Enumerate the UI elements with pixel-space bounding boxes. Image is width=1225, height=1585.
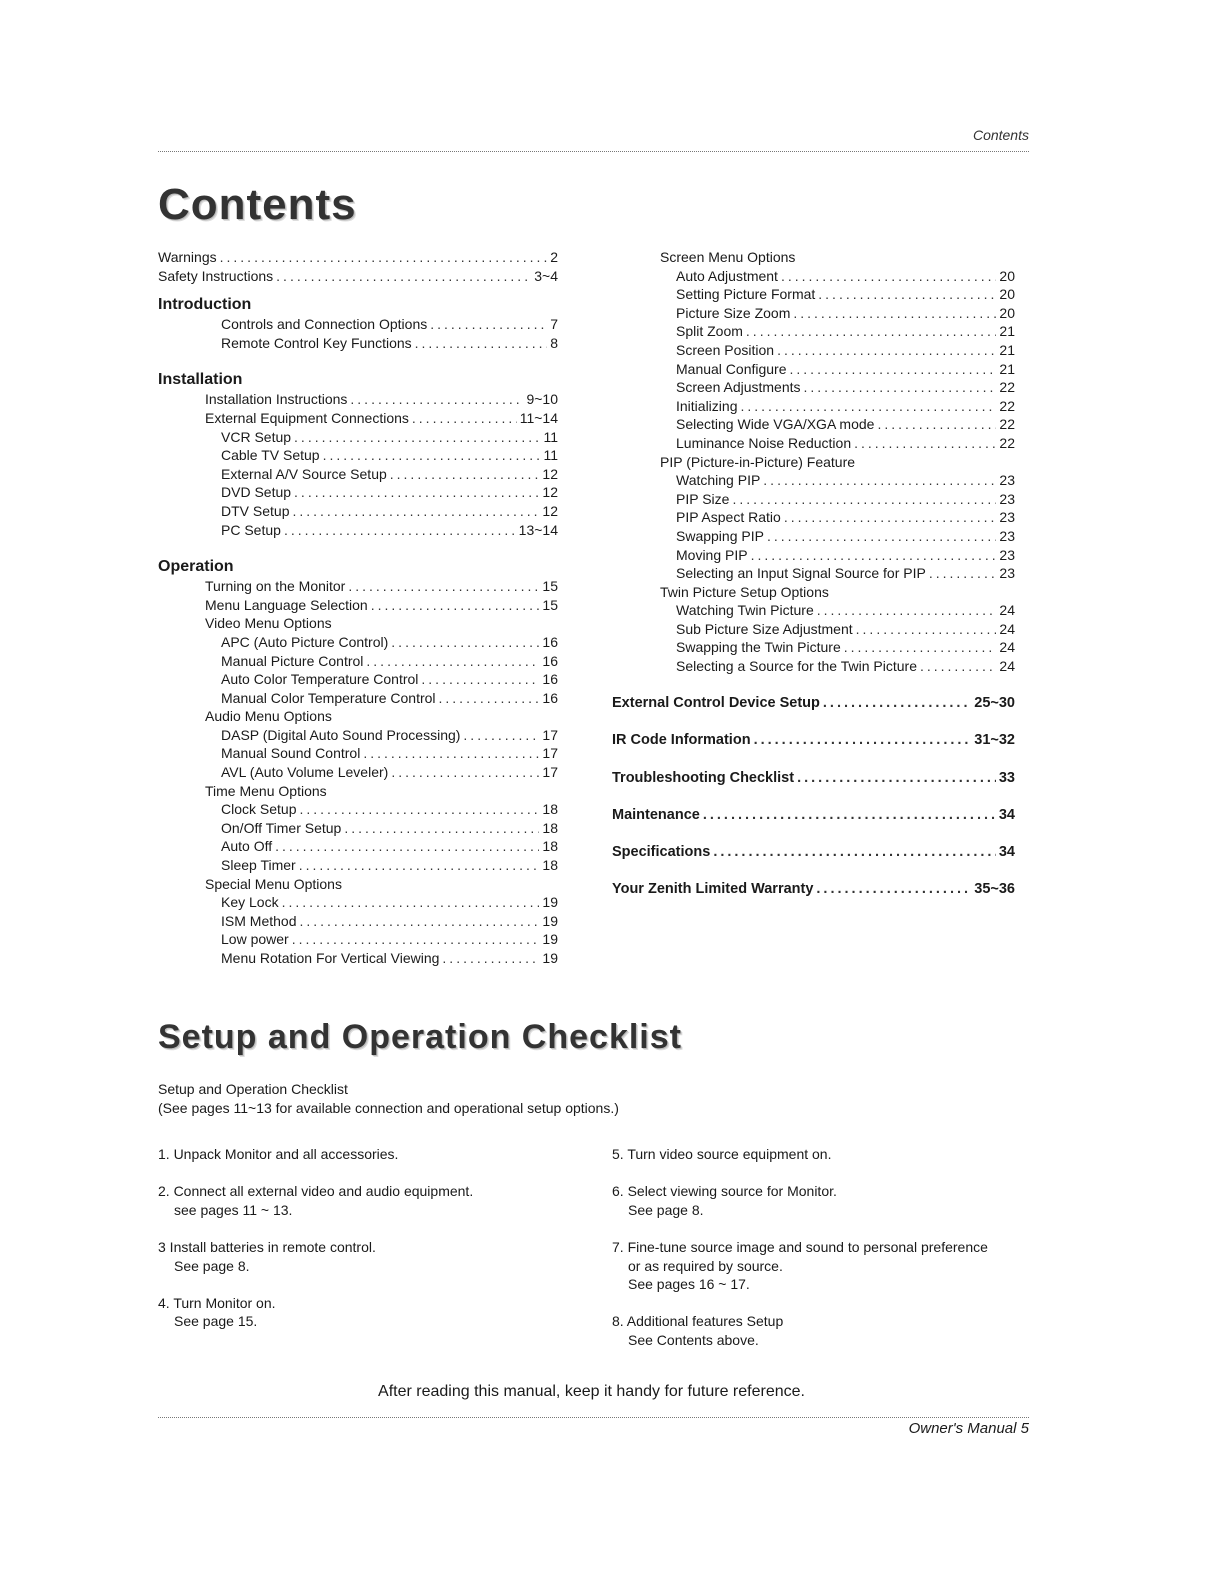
toc-entry-title: Key Lock (221, 894, 279, 911)
toc-entry (158, 670, 558, 689)
toc-leader-dots (818, 285, 996, 304)
toc-leader-dots (854, 434, 996, 453)
toc-leader-dots (292, 930, 540, 949)
toc-entry (158, 465, 558, 484)
toc-entry-title: Auto Color Temperature Control (221, 671, 419, 688)
toc-leader-dots (415, 334, 548, 353)
checklist-step-detail: See page 8. (628, 1201, 704, 1218)
toc-page-number: 19 (542, 912, 558, 929)
checklist-step (612, 1238, 1032, 1294)
toc-major-sections (612, 694, 1015, 899)
toc-entry (612, 657, 1015, 676)
toc-entry-title: DASP (Digital Auto Sound Processing) (221, 726, 461, 743)
toc-leader-dots (844, 638, 997, 657)
toc-entry-title: Safety Instructions (158, 267, 274, 284)
toc-entry-title: Auto Adjustment (676, 267, 778, 284)
toc-entry-title: Menu Language Selection (205, 596, 368, 613)
toc-leader-dots (391, 633, 539, 652)
toc-entry (158, 521, 558, 540)
toc-major-entry (612, 880, 1015, 899)
toc-leader-dots (877, 415, 996, 434)
toc-page-number: 18 (542, 838, 558, 855)
toc-page-number: 23 (999, 546, 1015, 563)
toc-entry (158, 409, 558, 428)
checklist-title: Setup and Operation Checklist (158, 1018, 682, 1056)
toc-entry (612, 490, 1015, 509)
toc-page-number: 12 (542, 484, 558, 501)
toc-entry (158, 893, 558, 912)
toc-leader-dots (430, 315, 547, 334)
toc-page-number: 22 (999, 397, 1015, 414)
toc-entry-title: On/Off Timer Setup (221, 819, 342, 836)
toc-leader-dots (751, 546, 997, 565)
toc-entry-title: PIP Size (676, 490, 730, 507)
toc-entry-title: Menu Rotation For Vertical Viewing (221, 950, 440, 966)
toc-left-column (158, 248, 558, 968)
toc-major-title: IR Code Information (612, 732, 751, 749)
toc-page-number: 17 (542, 726, 558, 743)
toc-entry-title: Picture Size Zoom (676, 304, 791, 321)
toc-entry-title: Manual Sound Control (221, 745, 361, 762)
toc-entry (612, 322, 1015, 341)
checklist-step (612, 1312, 1032, 1349)
toc-leader-dots (920, 657, 996, 676)
toc-entry (612, 638, 1015, 657)
toc-leader-dots (363, 744, 539, 763)
toc-major-page: 34 (998, 844, 1015, 860)
toc-entry-title: Sub Picture Size Adjustment (676, 620, 853, 637)
toc-leader-dots (282, 893, 540, 912)
toc-leader-dots (823, 694, 971, 713)
toc-page-number: 21 (999, 323, 1015, 340)
toc-entry-title: Screen Menu Options (660, 249, 796, 265)
toc-entry (612, 434, 1015, 453)
toc-entry (158, 819, 558, 838)
toc-entry (158, 248, 558, 267)
toc-entry (612, 378, 1015, 397)
toc-page-number: 8 (550, 334, 558, 351)
toc-entry-title: Low power (221, 931, 289, 948)
toc-leader-dots (703, 806, 996, 825)
toc-page-number: 20 (999, 286, 1015, 303)
toc-entry-title: Cable TV Setup (221, 447, 320, 464)
toc-entry (158, 315, 558, 334)
toc-entry-title: Video Menu Options (205, 615, 332, 632)
toc-entry-title: Manual Picture Control (221, 652, 364, 669)
checklist-step-text: 5. Turn video source equipment on. (612, 1146, 832, 1162)
checklist-step (158, 1238, 578, 1275)
toc-leader-dots (763, 471, 996, 490)
toc-entry (612, 508, 1015, 527)
checklist-intro-line: Setup and Operation Checklist (158, 1081, 348, 1097)
toc-entry-title: Setting Picture Format (676, 286, 816, 303)
toc-page-number: 23 (999, 509, 1015, 526)
toc-major-entry (612, 694, 1015, 713)
toc-entry (612, 564, 1015, 583)
toc-entry (158, 949, 558, 968)
toc-page-number: 17 (542, 745, 558, 762)
checklist-step-detail: See page 15. (174, 1313, 258, 1330)
toc-leader-dots (463, 726, 539, 745)
toc-entry (612, 415, 1015, 434)
toc-page-number: 19 (542, 894, 558, 911)
toc-page-number: 11 (543, 428, 558, 445)
toc-leader-dots (412, 409, 517, 428)
toc-entry-title: Manual Configure (676, 360, 787, 377)
toc-entry (158, 800, 558, 819)
toc-leader-dots (323, 446, 541, 465)
toc-leader-dots (442, 949, 539, 968)
toc-page-number: 3~4 (534, 267, 558, 284)
toc-entry-title: Selecting a Source for the Twin Picture (676, 658, 917, 675)
checklist-step-text: 3 Install batteries in remote control. (158, 1238, 376, 1255)
toc-entry-title: PIP Aspect Ratio (676, 509, 781, 526)
checklist-step (158, 1294, 578, 1331)
toc-entry-title: DTV Setup (221, 502, 290, 519)
toc-entry (612, 285, 1015, 304)
toc-entry (158, 744, 558, 763)
toc-entry (158, 502, 558, 521)
toc-page-number: 15 (542, 578, 558, 595)
toc-major-title: Maintenance (612, 806, 700, 823)
toc-entry-title: Clock Setup (221, 801, 297, 818)
toc-page-number: 16 (542, 652, 558, 669)
toc-page-number: 22 (999, 379, 1015, 396)
toc-group-label (158, 707, 558, 726)
toc-page-number: 18 (542, 819, 558, 836)
toc-leader-dots (754, 731, 972, 750)
toc-major-entry (612, 769, 1015, 788)
toc-entry-title: ISM Method (221, 912, 297, 929)
toc-major-title: External Control Device Setup (612, 695, 820, 712)
toc-entry (158, 912, 558, 931)
toc-leader-dots (366, 652, 539, 671)
toc-entry-title: Selecting Wide VGA/XGA mode (676, 416, 875, 433)
toc-entry (612, 267, 1015, 286)
toc-leader-dots (371, 596, 540, 615)
checklist-steps-left (158, 1145, 578, 1350)
toc-entry-title: Initializing (676, 397, 738, 414)
toc-leader-dots (793, 304, 996, 323)
toc-page-number: 23 (999, 490, 1015, 507)
toc-page-number: 12 (542, 465, 558, 482)
checklist-step-text: 6. Select viewing source for Monitor. (612, 1183, 837, 1200)
toc-leader-dots (804, 378, 997, 397)
toc-group-label (158, 875, 558, 894)
toc-page-number: 18 (542, 801, 558, 818)
checklist-step-detail: See Contents above. (628, 1331, 759, 1348)
toc-entry-title: Turning on the Monitor (205, 578, 346, 595)
toc-entry-title: Selecting an Input Signal Source for PIP (676, 565, 926, 582)
toc-page-number: 17 (542, 764, 558, 781)
toc-leader-dots (299, 912, 539, 931)
toc-entry (158, 837, 558, 856)
checklist-step-text: 8. Additional features Setup (612, 1313, 784, 1330)
toc-entry-title: External A/V Source Setup (221, 465, 387, 482)
toc-major-title: Your Zenith Limited Warranty (612, 881, 814, 898)
toc-leader-dots (390, 465, 540, 484)
toc-leader-dots (817, 601, 997, 620)
toc-entry (158, 483, 558, 502)
toc-entry-title: Warnings (158, 249, 217, 265)
toc-leader-dots (275, 837, 539, 856)
toc-leader-dots (391, 763, 539, 782)
toc-entry-title: Watching PIP (676, 472, 761, 489)
toc-page-number: 19 (542, 950, 558, 966)
toc-major-page: 31~32 (974, 732, 1015, 749)
toc-page-number: 24 (999, 658, 1015, 675)
toc-leader-dots (276, 267, 531, 286)
page-footer-label: Owner's Manual 5 (908, 1420, 1029, 1437)
toc-page-number: 22 (999, 434, 1015, 451)
toc-right-column (612, 248, 1015, 899)
toc-entry-title: Watching Twin Picture (676, 602, 814, 619)
toc-entry-title: Swapping PIP (676, 527, 764, 544)
toc-leader-dots (294, 483, 539, 502)
toc-entry-title: Twin Picture Setup Options (660, 583, 829, 600)
toc-major-entry (612, 806, 1015, 825)
toc-entry (158, 633, 558, 652)
toc-entry (612, 546, 1015, 565)
toc-leader-dots (816, 880, 971, 899)
toc-leader-dots (767, 527, 996, 546)
toc-page-number: 23 (999, 527, 1015, 544)
toc-entry-title: AVL (Auto Volume Leveler) (221, 764, 389, 781)
toc-page-number: 13~14 (518, 521, 558, 538)
toc-page-number: 24 (999, 602, 1015, 619)
checklist-step-text: 2. Connect all external video and audio equipment. (158, 1183, 474, 1200)
toc-entry-title: Luminance Noise Reduction (676, 434, 852, 451)
toc-entry-title: DVD Setup (221, 484, 292, 501)
toc-page-number: 16 (542, 633, 558, 650)
contents-title: Contents (158, 180, 357, 229)
toc-page-number: 18 (542, 857, 558, 874)
toc-leader-dots (284, 521, 516, 540)
toc-entry (158, 390, 558, 409)
toc-entry (158, 856, 558, 875)
toc-entry (158, 577, 558, 596)
toc-entry (158, 446, 558, 465)
checklist-intro-note: (See pages 11~13 for available connection and operational setup options.) (158, 1100, 619, 1116)
toc-page-number: 7 (550, 316, 558, 333)
toc-entry (612, 620, 1015, 639)
checklist-step-text: 1. Unpack Monitor and all accessories. (158, 1146, 399, 1162)
toc-right-entries (612, 248, 1015, 676)
toc-entry-title: Audio Menu Options (205, 708, 332, 725)
toc-entry-title: Screen Position (676, 341, 775, 358)
toc-entry-title: PIP (Picture-in-Picture) Feature (660, 453, 856, 470)
toc-leader-dots (348, 577, 539, 596)
toc-section-heading: Operation (158, 558, 234, 576)
checklist-step-text: 7. Fine-tune source image and sound to personal preference (612, 1238, 988, 1255)
checklist-step (612, 1145, 1032, 1164)
toc-page-number: 23 (999, 565, 1015, 582)
toc-leader-dots (713, 843, 996, 862)
toc-page-number: 16 (542, 671, 558, 688)
toc-leader-dots (220, 248, 548, 267)
toc-group-label (612, 583, 1015, 602)
footer-note: After reading this manual, keep it handy for future reference. (378, 1383, 805, 1400)
toc-entry-title: Auto Off (221, 838, 273, 855)
toc-entry (158, 428, 558, 447)
toc-leader-dots (784, 508, 997, 527)
toc-entry-title: External Equipment Connections (205, 409, 409, 426)
toc-entry-title: Manual Color Temperature Control (221, 689, 436, 706)
toc-entry (158, 334, 558, 353)
toc-leader-dots (299, 856, 540, 875)
toc-entry-title: PC Setup (221, 521, 281, 538)
toc-leader-dots (797, 769, 996, 788)
toc-major-title: Troubleshooting Checklist (612, 769, 795, 786)
toc-entry-title: VCR Setup (221, 428, 292, 445)
checklist-step-text: 4. Turn Monitor on. (158, 1294, 276, 1311)
toc-entry-title: Swapping the Twin Picture (676, 639, 841, 656)
toc-group-label (158, 782, 558, 801)
toc-entry (612, 601, 1015, 620)
toc-entry (158, 726, 558, 745)
toc-leader-dots (781, 267, 996, 286)
toc-entry (158, 652, 558, 671)
toc-entry (158, 689, 558, 708)
toc-page-number: 20 (999, 267, 1015, 284)
toc-entry (158, 596, 558, 615)
toc-entry-title: Controls and Connection Options (221, 316, 428, 333)
toc-entry (158, 763, 558, 782)
toc-page-number: 11 (543, 447, 558, 464)
toc-group-label (612, 453, 1015, 472)
checklist-intro (158, 1080, 619, 1118)
toc-page-number: 22 (999, 416, 1015, 433)
toc-entry-title: Time Menu Options (205, 782, 327, 799)
checklist-step-detail: or as required by source. (628, 1257, 783, 1274)
running-header: Contents (972, 127, 1029, 143)
toc-entry-title: Sleep Timer (221, 857, 296, 874)
toc-leader-dots (929, 564, 997, 583)
toc-leader-dots (350, 390, 523, 409)
checklist-step (158, 1145, 578, 1164)
toc-entry-title: Moving PIP (676, 546, 748, 563)
toc-page-number: 21 (999, 360, 1015, 377)
toc-section-heading: Installation (158, 371, 243, 389)
toc-major-title: Specifications (612, 844, 711, 860)
toc-group-label (158, 614, 558, 633)
toc-entry-title: Special Menu Options (205, 875, 342, 892)
checklist-step (158, 1182, 578, 1219)
toc-major-page: 25~30 (974, 695, 1015, 712)
toc-section-heading: Introduction (158, 296, 252, 314)
toc-page-number: 2 (550, 249, 558, 265)
top-divider (158, 151, 1029, 152)
checklist-step-detail: See pages 16 ~ 17. (628, 1276, 750, 1293)
toc-major-page: 34 (998, 806, 1015, 823)
toc-entry (158, 267, 558, 286)
checklist-step (612, 1182, 1032, 1219)
toc-leader-dots (732, 490, 996, 509)
toc-entry-title: Split Zoom (676, 323, 743, 340)
toc-leader-dots (740, 397, 996, 416)
toc-entry (612, 341, 1015, 360)
toc-major-entry (612, 731, 1015, 750)
toc-page-number: 23 (999, 472, 1015, 489)
toc-page-number: 12 (542, 502, 558, 519)
checklist-step-detail: See page 8. (174, 1257, 250, 1274)
toc-entry-title: Remote Control Key Functions (221, 334, 412, 351)
toc-entry (612, 304, 1015, 323)
bottom-divider (158, 1417, 1029, 1418)
toc-entry (158, 930, 558, 949)
toc-leader-dots (292, 502, 539, 521)
checklist-step-detail: see pages 11 ~ 13. (174, 1201, 293, 1218)
toc-entry-title: Installation Instructions (205, 391, 348, 408)
toc-entry (612, 397, 1015, 416)
toc-leader-dots (746, 322, 997, 341)
toc-leader-dots (439, 689, 540, 708)
toc-leader-dots (790, 360, 997, 379)
toc-leader-dots (344, 819, 539, 838)
toc-leader-dots (856, 620, 997, 639)
toc-major-page: 35~36 (974, 881, 1015, 898)
toc-page-number: 16 (542, 689, 558, 706)
toc-entry (612, 471, 1015, 490)
toc-page-number: 20 (999, 304, 1015, 321)
toc-group-label (612, 248, 1015, 267)
toc-leader-dots (421, 670, 539, 689)
toc-leader-dots (299, 800, 539, 819)
toc-page-number: 9~10 (526, 391, 558, 408)
toc-page-number: 24 (999, 620, 1015, 637)
toc-entry (612, 527, 1015, 546)
toc-entry (612, 360, 1015, 379)
toc-page-number: 24 (999, 639, 1015, 656)
toc-page-number: 11~14 (519, 409, 558, 426)
checklist-steps-right (612, 1145, 1032, 1368)
toc-leader-dots (777, 341, 996, 360)
toc-page-number: 21 (999, 341, 1015, 358)
toc-leader-dots (294, 428, 540, 447)
toc-entry-title: Screen Adjustments (676, 379, 801, 396)
toc-entry-title: APC (Auto Picture Control) (221, 633, 389, 650)
toc-major-page: 33 (998, 769, 1015, 786)
toc-major-entry (612, 843, 1015, 862)
toc-page-number: 15 (542, 596, 558, 613)
toc-page-number: 19 (542, 931, 558, 948)
